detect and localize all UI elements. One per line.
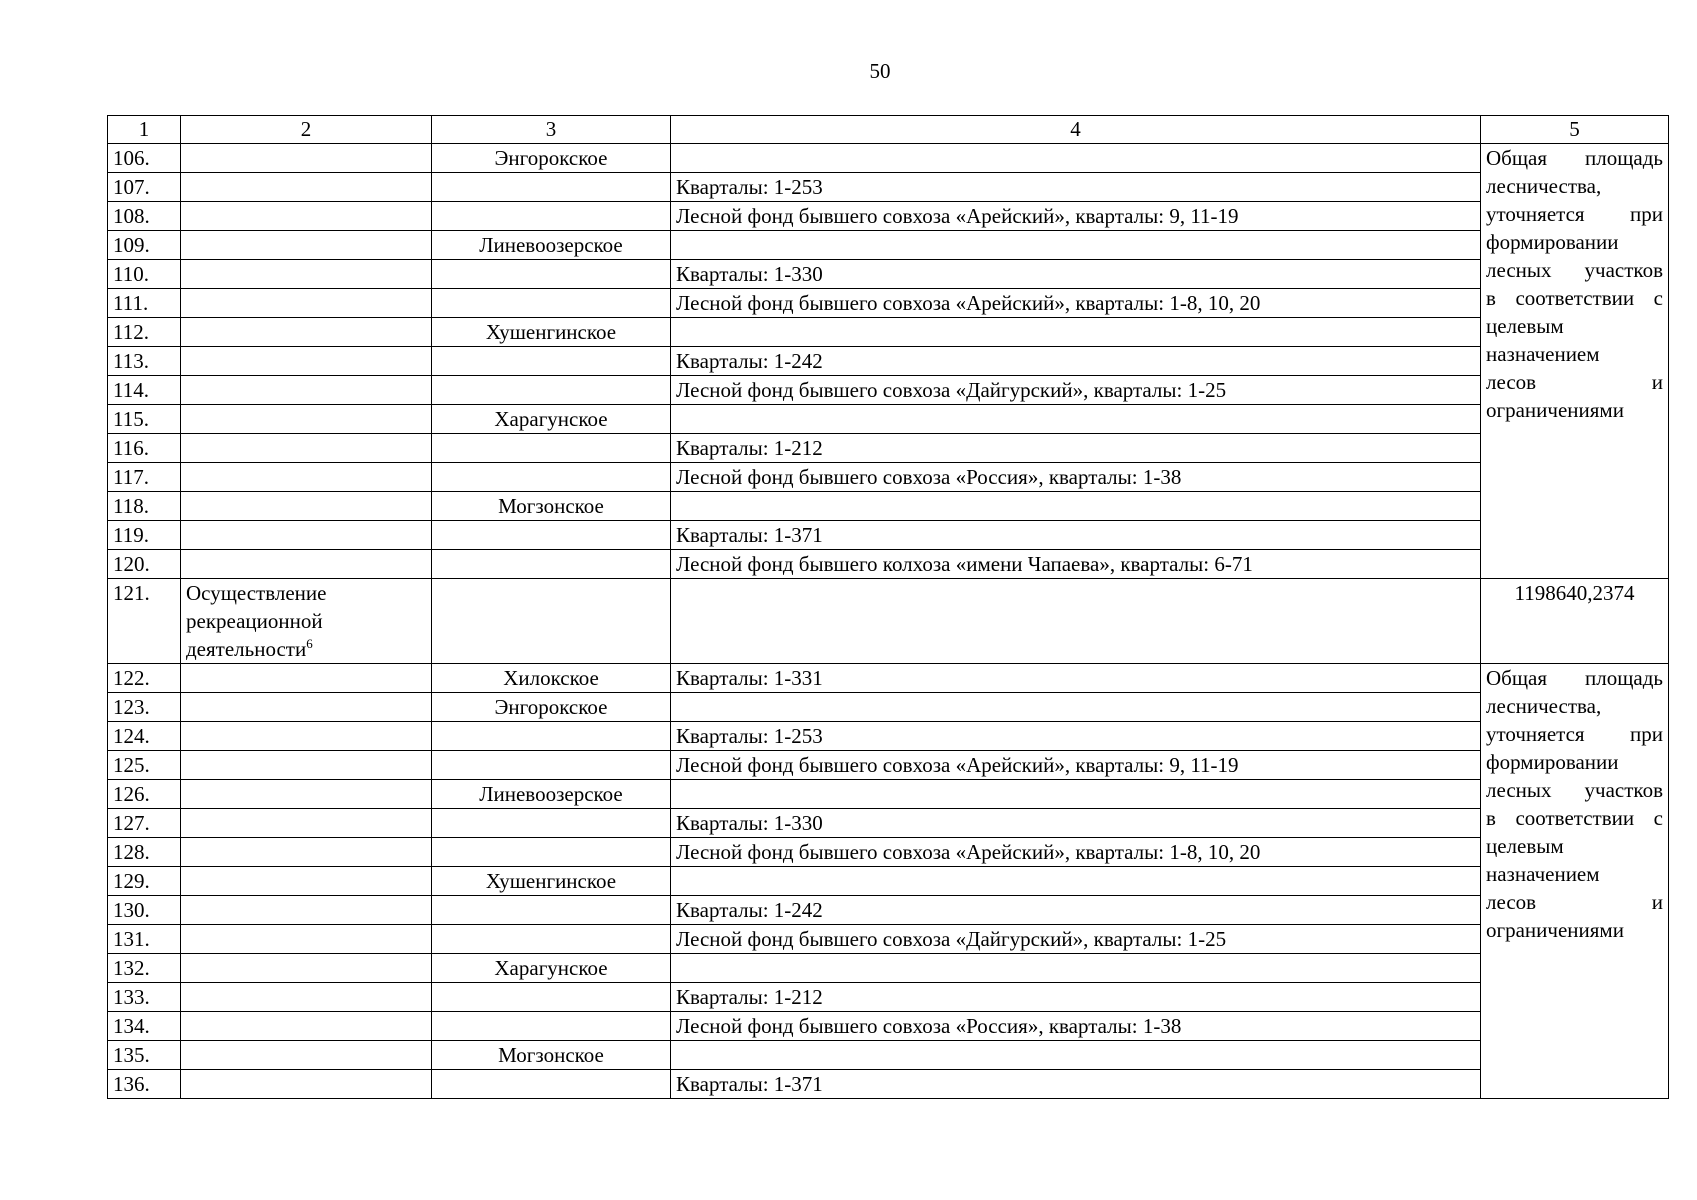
activity-line: рекреационной — [186, 609, 323, 633]
district-cell — [432, 173, 671, 202]
district-cell — [432, 376, 671, 405]
header-row — [108, 116, 1669, 144]
header-cell: 4 — [671, 116, 1481, 144]
note-line: Общая площадь — [1486, 146, 1663, 170]
row-number: 115. — [108, 405, 181, 434]
activity-cell — [181, 173, 432, 202]
table-row — [108, 867, 1669, 896]
quarters-cell: Кварталы: 1-242 — [671, 896, 1481, 925]
quarters-cell: Кварталы: 1-212 — [671, 983, 1481, 1012]
row-number: 125. — [108, 751, 181, 780]
note-line: Общая площадь — [1486, 666, 1663, 690]
quarters-cell: Лесной фонд бывшего совхоза «Дайгурский», кварталы: 1-25 — [671, 925, 1481, 954]
header-cell: 1 — [108, 116, 181, 144]
quarters-cell — [671, 231, 1481, 260]
row-number: 128. — [108, 838, 181, 867]
row-number: 118. — [108, 492, 181, 521]
page-number: 50 — [869, 59, 891, 83]
quarters-cell — [671, 492, 1481, 521]
activity-cell — [181, 492, 432, 521]
activity-cell — [181, 260, 432, 289]
row-number: 121. — [108, 579, 181, 664]
activity-cell — [181, 521, 432, 550]
district-cell: Линевоозерское — [432, 780, 671, 809]
note-line: лесов и — [1486, 890, 1663, 914]
footnote-marker: 6 — [306, 636, 313, 651]
activity-cell — [181, 693, 432, 722]
table-row — [108, 838, 1669, 867]
activity-cell — [181, 664, 432, 693]
row-number: 132. — [108, 954, 181, 983]
district-cell — [432, 260, 671, 289]
table-row — [108, 289, 1669, 318]
activity-cell — [181, 751, 432, 780]
quarters-cell: Лесной фонд бывшего совхоза «Арейский», кварталы: 1-8, 10, 20 — [671, 838, 1481, 867]
quarters-cell: Кварталы: 1-371 — [671, 1070, 1481, 1099]
row-number: 112. — [108, 318, 181, 347]
quarters-cell: Лесной фонд бывшего совхоза «Россия», кварталы: 1-38 — [671, 1012, 1481, 1041]
district-cell: Харагунское — [432, 954, 671, 983]
district-cell — [432, 1070, 671, 1099]
note-cell — [1481, 664, 1669, 1099]
note-line: лесных участков — [1486, 778, 1663, 802]
activity-cell — [181, 318, 432, 347]
district-cell: Хилокское — [432, 664, 671, 693]
table-row — [108, 664, 1669, 693]
district-cell — [432, 838, 671, 867]
activity-cell — [181, 1041, 432, 1070]
quarters-cell: Кварталы: 1-242 — [671, 347, 1481, 376]
district-cell — [432, 579, 671, 664]
row-number: 136. — [108, 1070, 181, 1099]
activity-cell — [181, 925, 432, 954]
activity-line: Осуществление — [186, 581, 327, 605]
quarters-cell — [671, 780, 1481, 809]
area-value: 1198640,2374 — [1481, 579, 1669, 664]
row-number: 107. — [108, 173, 181, 202]
row-number: 117. — [108, 463, 181, 492]
table-row — [108, 983, 1669, 1012]
district-cell — [432, 550, 671, 579]
district-cell — [432, 1012, 671, 1041]
table-row — [108, 1012, 1669, 1041]
activity-cell — [181, 983, 432, 1012]
quarters-cell: Лесной фонд бывшего колхоза «имени Чапаева», кварталы: 6-71 — [671, 550, 1481, 579]
activity-cell — [181, 289, 432, 318]
table-row — [108, 173, 1669, 202]
activity-cell — [181, 780, 432, 809]
district-cell — [432, 896, 671, 925]
activity-cell — [181, 376, 432, 405]
row-number: 108. — [108, 202, 181, 231]
row-number: 127. — [108, 809, 181, 838]
row-number: 129. — [108, 867, 181, 896]
table-row — [108, 202, 1669, 231]
quarters-cell — [671, 144, 1481, 173]
quarters-cell: Кварталы: 1-330 — [671, 809, 1481, 838]
row-number: 133. — [108, 983, 181, 1012]
activity-cell — [181, 463, 432, 492]
district-cell: Могзонское — [432, 1041, 671, 1070]
table-row — [108, 144, 1669, 173]
table-row — [108, 347, 1669, 376]
table-row — [108, 1070, 1669, 1099]
activity-cell — [181, 1070, 432, 1099]
table-body — [108, 144, 1669, 1099]
quarters-cell: Лесной фонд бывшего совхоза «Арейский», кварталы: 1-8, 10, 20 — [671, 289, 1481, 318]
quarters-cell: Лесной фонд бывшего совхоза «Арейский», кварталы: 9, 11-19 — [671, 202, 1481, 231]
row-number: 113. — [108, 347, 181, 376]
forestry-table — [107, 115, 1669, 1099]
row-number: 122. — [108, 664, 181, 693]
table-row — [108, 521, 1669, 550]
district-cell — [432, 809, 671, 838]
quarters-cell — [671, 1041, 1481, 1070]
note-line: назначением — [1486, 862, 1600, 886]
table-row — [108, 722, 1669, 751]
activity-cell — [181, 144, 432, 173]
row-number: 109. — [108, 231, 181, 260]
table-row — [108, 954, 1669, 983]
table-row — [108, 260, 1669, 289]
quarters-cell: Кварталы: 1-330 — [671, 260, 1481, 289]
district-cell — [432, 983, 671, 1012]
note-line: лесничества, — [1486, 174, 1602, 198]
note-line: ограничениями — [1486, 918, 1624, 942]
district-cell — [432, 722, 671, 751]
quarters-cell: Кварталы: 1-253 — [671, 173, 1481, 202]
activity-cell — [181, 579, 432, 664]
table-row — [108, 463, 1669, 492]
row-number: 134. — [108, 1012, 181, 1041]
row-number: 123. — [108, 693, 181, 722]
district-cell — [432, 751, 671, 780]
quarters-cell: Кварталы: 1-371 — [671, 521, 1481, 550]
table-row — [108, 1041, 1669, 1070]
quarters-cell: Кварталы: 1-212 — [671, 434, 1481, 463]
note-cell — [1481, 144, 1669, 579]
table-row — [108, 405, 1669, 434]
district-cell: Могзонское — [432, 492, 671, 521]
district-cell: Хушенгинское — [432, 318, 671, 347]
activity-cell — [181, 202, 432, 231]
row-number: 131. — [108, 925, 181, 954]
activity-line: деятельности — [186, 637, 307, 661]
activity-line-wrap — [186, 635, 426, 663]
table-row — [108, 780, 1669, 809]
district-cell — [432, 347, 671, 376]
table-row — [108, 434, 1669, 463]
note-line: формировании — [1486, 750, 1619, 774]
quarters-cell — [671, 693, 1481, 722]
activity-cell — [181, 722, 432, 751]
row-number: 135. — [108, 1041, 181, 1070]
activity-cell — [181, 434, 432, 463]
district-cell — [432, 202, 671, 231]
district-cell: Харагунское — [432, 405, 671, 434]
quarters-cell — [671, 867, 1481, 896]
note-line: ограничениями — [1486, 398, 1624, 422]
district-cell: Хушенгинское — [432, 867, 671, 896]
quarters-cell — [671, 318, 1481, 347]
district-cell — [432, 925, 671, 954]
note-line: лесов и — [1486, 370, 1663, 394]
activity-cell — [181, 809, 432, 838]
activity-cell — [181, 954, 432, 983]
table-row — [108, 693, 1669, 722]
quarters-cell: Лесной фонд бывшего совхоза «Россия», кварталы: 1-38 — [671, 463, 1481, 492]
table-row — [108, 492, 1669, 521]
quarters-cell: Кварталы: 1-331 — [671, 664, 1481, 693]
activity-cell — [181, 231, 432, 260]
activity-cell — [181, 838, 432, 867]
table-row — [108, 376, 1669, 405]
table-row — [108, 896, 1669, 925]
note-line: назначением — [1486, 342, 1600, 366]
row-number: 114. — [108, 376, 181, 405]
note-line: лесных участков — [1486, 258, 1663, 282]
note-line: лесничества, — [1486, 694, 1602, 718]
row-number: 110. — [108, 260, 181, 289]
activity-cell — [181, 867, 432, 896]
header-cell: 2 — [181, 116, 432, 144]
table-row — [108, 751, 1669, 780]
quarters-cell: Лесной фонд бывшего совхоза «Дайгурский», кварталы: 1-25 — [671, 376, 1481, 405]
district-cell — [432, 463, 671, 492]
district-cell — [432, 434, 671, 463]
table-row — [108, 550, 1669, 579]
table-row — [108, 318, 1669, 347]
note-line: целевым — [1486, 314, 1564, 338]
table-row — [108, 925, 1669, 954]
row-number: 126. — [108, 780, 181, 809]
row-number: 106. — [108, 144, 181, 173]
note-line: целевым — [1486, 834, 1564, 858]
district-cell: Энгорокское — [432, 144, 671, 173]
row-number: 116. — [108, 434, 181, 463]
district-cell: Энгорокское — [432, 693, 671, 722]
table-row — [108, 579, 1669, 664]
quarters-cell — [671, 954, 1481, 983]
activity-cell — [181, 1012, 432, 1041]
district-cell: Линевоозерское — [432, 231, 671, 260]
quarters-cell: Кварталы: 1-253 — [671, 722, 1481, 751]
quarters-cell — [671, 579, 1481, 664]
district-cell — [432, 289, 671, 318]
activity-cell — [181, 550, 432, 579]
quarters-cell — [671, 405, 1481, 434]
row-number: 124. — [108, 722, 181, 751]
row-number: 120. — [108, 550, 181, 579]
note-line: уточняется при — [1486, 202, 1663, 226]
header-cell: 5 — [1481, 116, 1669, 144]
activity-cell — [181, 405, 432, 434]
row-number: 119. — [108, 521, 181, 550]
row-number: 111. — [108, 289, 181, 318]
header-cell: 3 — [432, 116, 671, 144]
note-line: уточняется при — [1486, 722, 1663, 746]
table-row — [108, 231, 1669, 260]
activity-cell — [181, 896, 432, 925]
note-line: в соответствии с — [1486, 286, 1663, 310]
district-cell — [432, 521, 671, 550]
note-line: в соответствии с — [1486, 806, 1663, 830]
quarters-cell: Лесной фонд бывшего совхоза «Арейский», кварталы: 9, 11-19 — [671, 751, 1481, 780]
note-line: формировании — [1486, 230, 1619, 254]
row-number: 130. — [108, 896, 181, 925]
table-row — [108, 809, 1669, 838]
activity-cell — [181, 347, 432, 376]
